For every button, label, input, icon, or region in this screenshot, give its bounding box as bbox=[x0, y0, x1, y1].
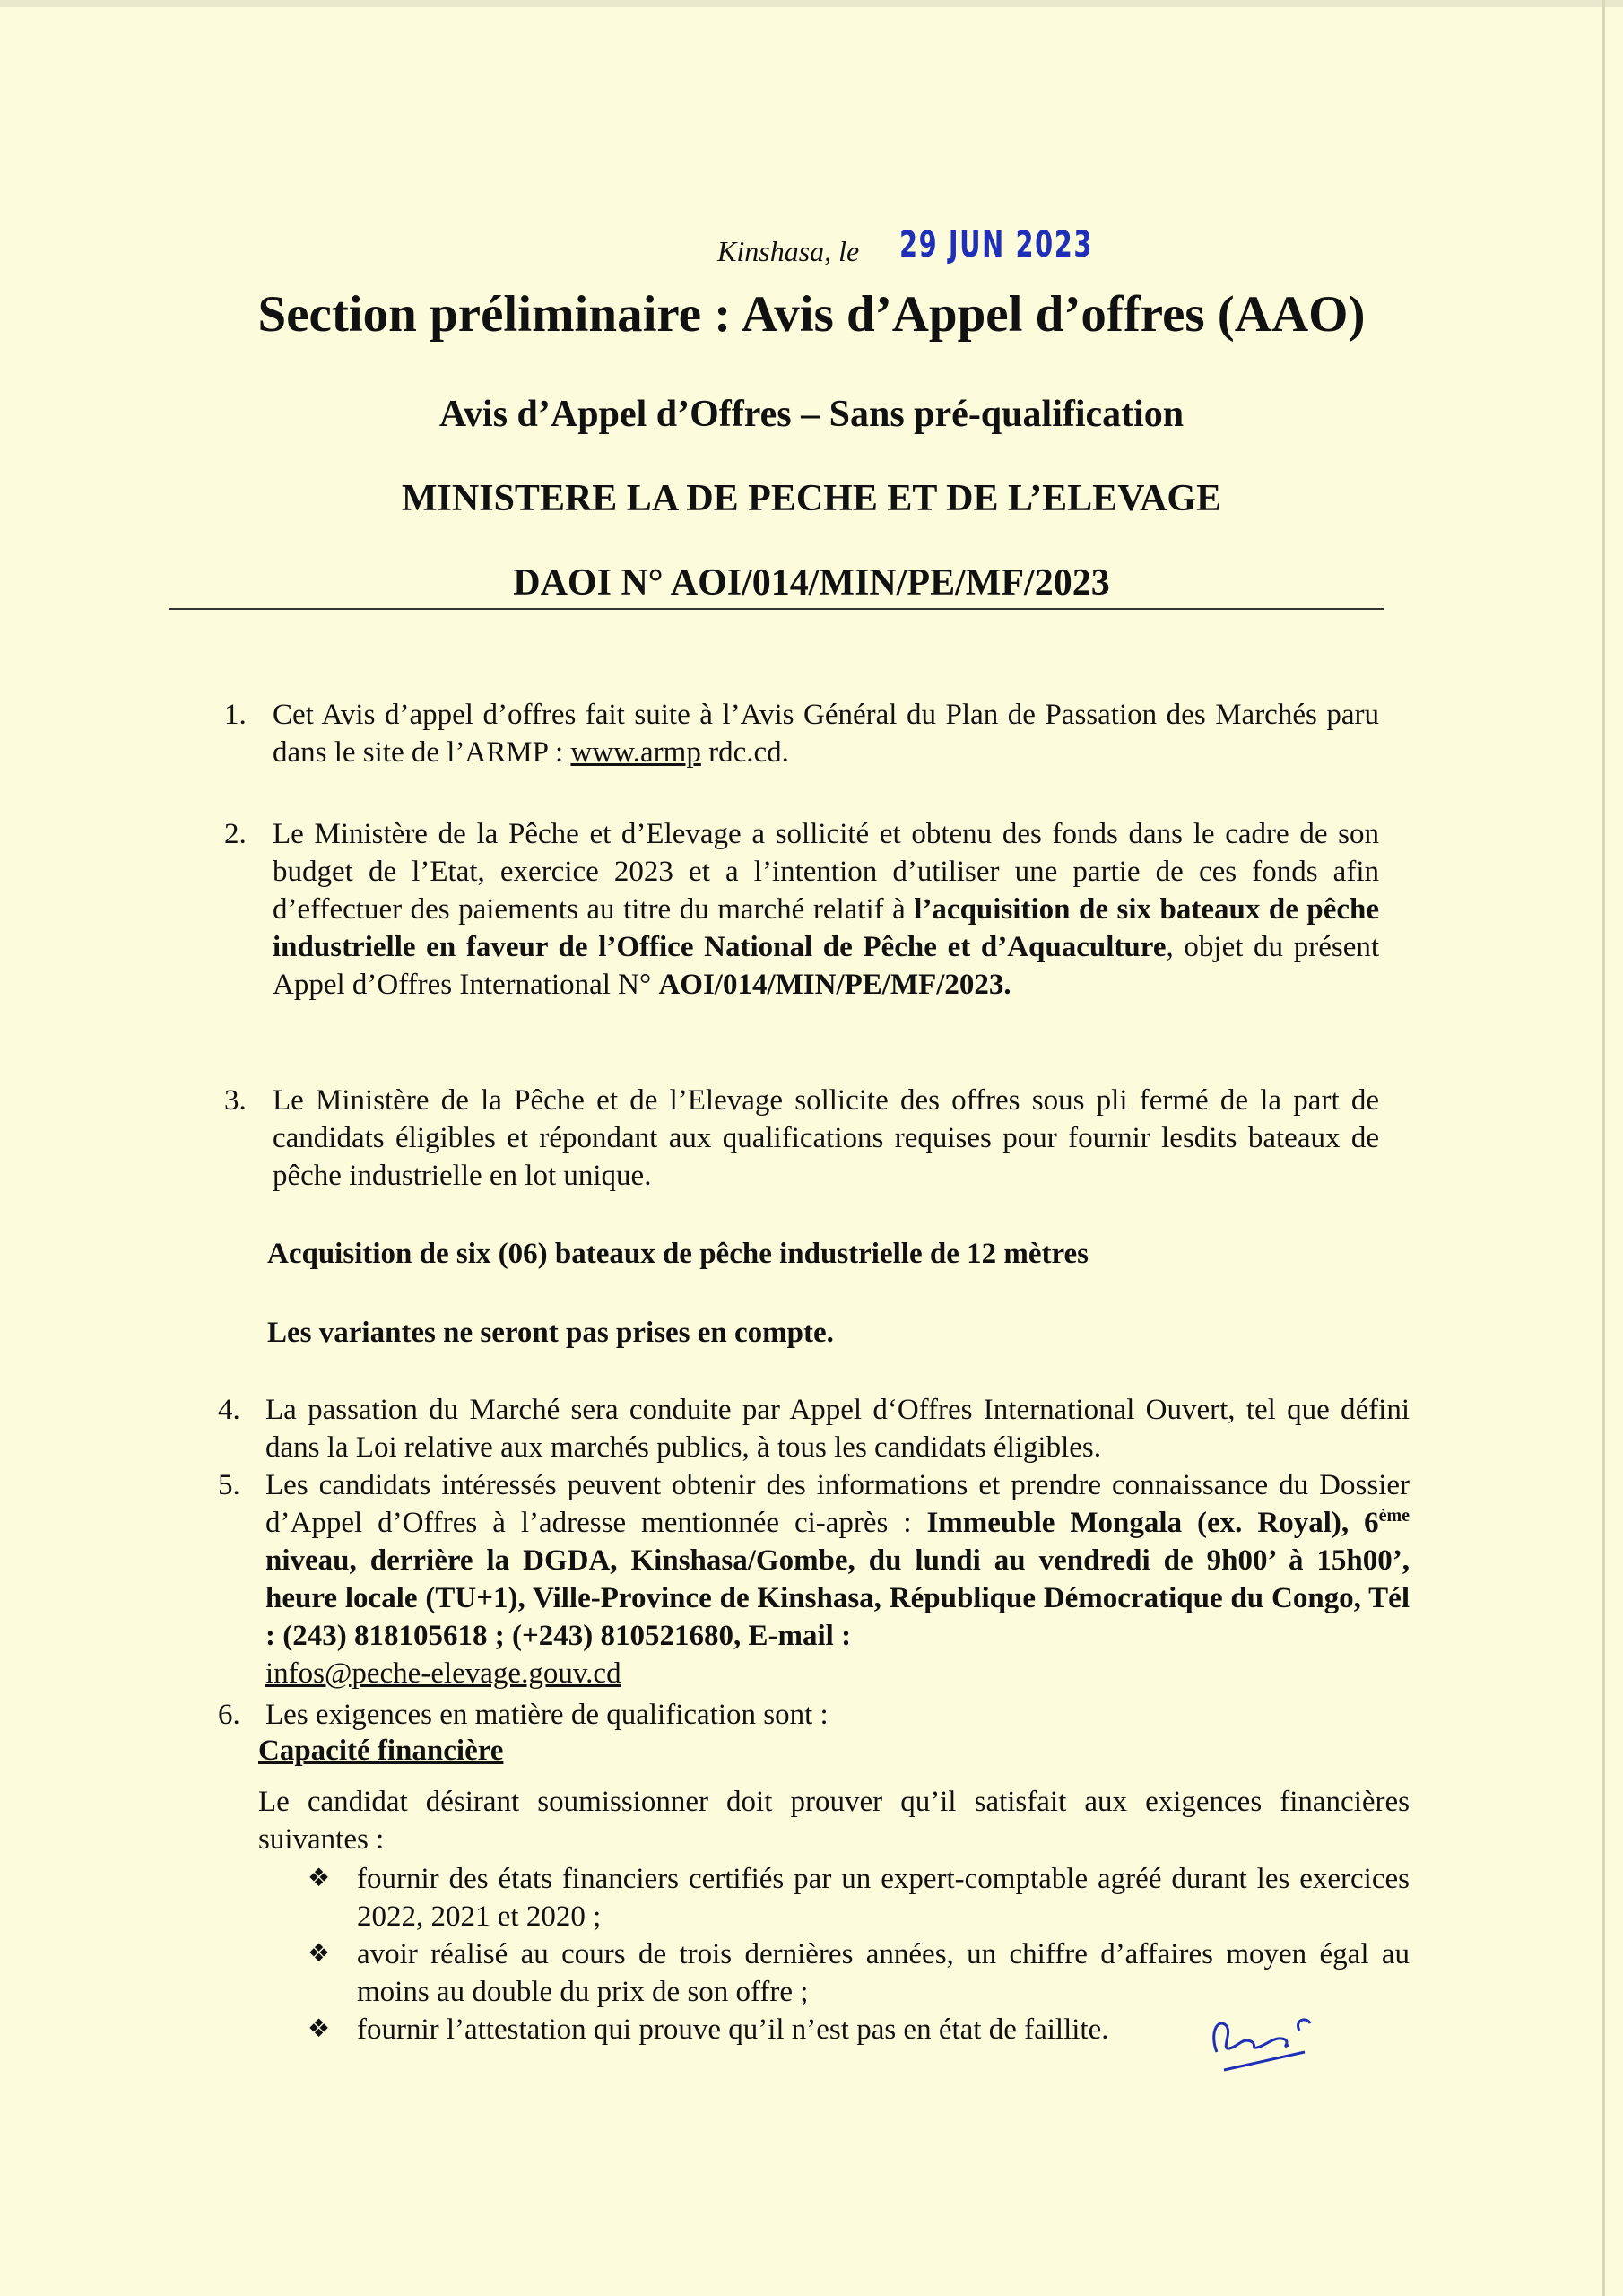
item-number: 6. bbox=[218, 1699, 240, 1731]
item-number: 1. bbox=[224, 699, 247, 731]
address-text: niveau, derrière la DGDA, Kinshasa/Gombe, du lundi au vendredi de 9h00’ à 15h00’, heure locale (TU+1), Ville-Province de Kinshasa, République Démocratique du Congo, Tél : (243) 818105618 ; (+243) 810521680, E-mail : bbox=[265, 1544, 1410, 1652]
capacite-heading: Capacité financière bbox=[258, 1735, 504, 1767]
subtitle: Avis d’Appel d’Offres – Sans pré-qualification bbox=[438, 394, 1185, 435]
item-text: , objet du présent Appel d’Offres International N° bbox=[273, 931, 1380, 1001]
item-text: Le Ministère de la Pêche et d’Elevage a sollicité et obtenu des fonds dans le cadre de son budget de l’Etat, exercice 2023 et a l’intention d’utiliser une partie de ces fonds afin d’effectuer des paiements au titre du marché relatif à bbox=[273, 818, 1379, 926]
item-number: 3. bbox=[224, 1084, 247, 1117]
scan-top-edge bbox=[0, 0, 1623, 7]
diamond-bullet-icon: ❖ bbox=[308, 2015, 331, 2043]
address-text: Immeuble Mongala (ex. Royal), 6 bbox=[926, 1507, 1379, 1539]
acquisition-line: Acquisition de six (06) bateaux de pêche industrielle de 12 mètres bbox=[267, 1238, 1089, 1270]
item-text: rdc.cd. bbox=[700, 736, 789, 769]
item-5 bbox=[265, 1466, 1410, 1692]
divider bbox=[169, 608, 1384, 610]
item-6: Les exigences en matière de qualification sont : bbox=[265, 1699, 829, 1731]
initials-signature bbox=[1206, 2007, 1323, 2079]
bullet-item: avoir réalisé au cours de trois dernières années, un chiffre d’affaires moyen égal au moins au double du prix de son offre ; bbox=[357, 1938, 1410, 2008]
item-text: Les candidats intéressés peuvent obtenir des informations et prendre connaissance du Dossier d’Appel d’Offres à l’adresse mentionnée ci-après : bbox=[265, 1469, 1410, 1539]
item-bold-text: l’acquisition de six bateaux de pêche industrielle en faveur de l’Office National de Pêche et d’Aquaculture bbox=[273, 893, 1379, 963]
email-link[interactable]: infos@peche-elevage.gouv.cd bbox=[265, 1657, 621, 1690]
item-1 bbox=[273, 696, 1379, 771]
bullet-item: fournir l’attestation qui prouve qu’il n’est pas en état de faillite. bbox=[357, 2013, 1109, 2046]
scan-right-edge bbox=[1602, 0, 1605, 2296]
item-4: La passation du Marché sera conduite par Appel d‘Offres International Ouvert, tel que défini dans la Loi relative aux marchés publics, à tous les candidats éligibles. bbox=[265, 1394, 1410, 1464]
date-prefix: Kinshasa, le bbox=[717, 235, 860, 267]
variantes-line: Les variantes ne seront pas prises en compte. bbox=[267, 1317, 834, 1349]
item-2 bbox=[273, 815, 1379, 1004]
item-3: Le Ministère de la Pêche et de l’Elevage sollicite des offres sous pli fermé de la part de candidats éligibles et répondant aux qualifications requises pour fournir lesdits bateaux de pêche industrielle en lot unique. bbox=[273, 1084, 1379, 1192]
armp-link[interactable]: www.armp bbox=[570, 736, 701, 769]
superscript: ème bbox=[1378, 1506, 1410, 1526]
diamond-bullet-icon: ❖ bbox=[308, 1940, 331, 1968]
date-stamp: 29 JUN 2023 bbox=[899, 224, 1093, 265]
item-number: 4. bbox=[218, 1394, 240, 1426]
item-number: 5. bbox=[218, 1469, 240, 1501]
bullet-item: fournir des états financiers certifiés par un expert-comptable agréé durant les exercices 2022, 2021 et 2020 ; bbox=[357, 1863, 1410, 1933]
item-text: Cet Avis d’appel d’offres fait suite à l’Avis Général du Plan de Passation des Marchés paru dans le site de l’ARMP : bbox=[273, 699, 1379, 769]
diamond-bullet-icon: ❖ bbox=[308, 1865, 331, 1892]
item-bold-text: AOI/014/MIN/PE/MF/2023. bbox=[658, 969, 1011, 1001]
item-number: 2. bbox=[224, 818, 247, 850]
capacite-intro: Le candidat désirant soumissionner doit prouver qu’il satisfait aux exigences financières suivantes : bbox=[258, 1786, 1410, 1856]
page-title: Section préliminaire : Avis d’Appel d’offres (AAO) bbox=[257, 286, 1366, 343]
ministry-name: MINISTERE LA DE PECHE ET DE L’ELEVAGE bbox=[401, 478, 1222, 519]
reference-number: DAOI N° AOI/014/MIN/PE/MF/2023 bbox=[513, 562, 1110, 604]
